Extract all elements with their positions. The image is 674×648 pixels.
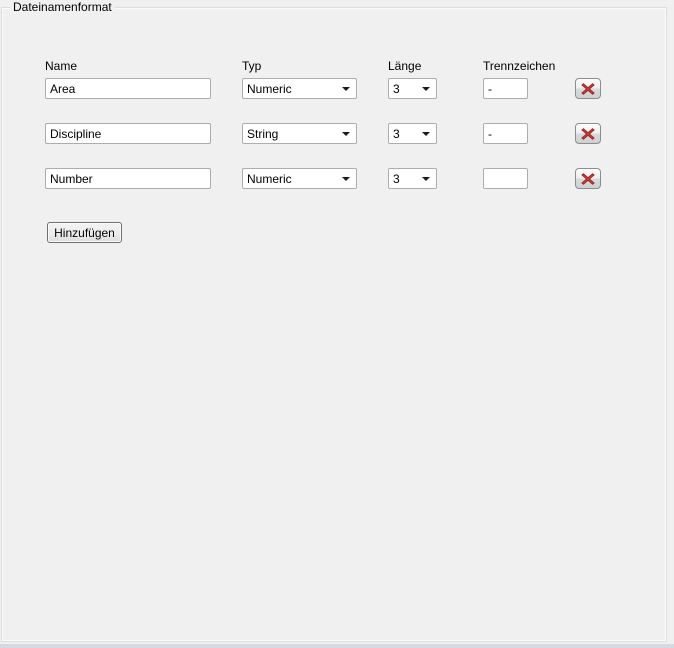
dropdown-arrow-icon [342,177,350,181]
red-x-icon [580,82,596,96]
format-row [0,78,674,99]
dropdown-arrow-icon [342,132,350,136]
dropdown-arrow-icon [422,132,430,136]
add-row-button[interactable]: Hinzufügen [47,222,122,243]
column-header-trennzeichen: Trennzeichen [483,59,556,73]
type-dropdown-value: Numeric [247,81,292,96]
red-x-icon [580,172,596,186]
column-header-laenge: Länge [388,59,422,73]
format-row [0,123,674,144]
column-header-name: Name [45,59,78,73]
dropdown-arrow-icon [422,177,430,181]
groupbox-title: Dateinamenformat [10,1,115,14]
length-dropdown-value: 3 [393,171,400,186]
groupbox-dateinamenformat [1,0,667,642]
separator-input[interactable] [483,78,528,99]
length-dropdown[interactable] [388,123,437,144]
length-dropdown[interactable] [388,168,437,189]
type-dropdown-value: String [247,126,279,141]
dropdown-arrow-icon [422,87,430,91]
separator-input[interactable] [483,123,528,144]
type-dropdown-value: Numeric [247,171,292,186]
length-dropdown[interactable] [388,78,437,99]
length-dropdown-value: 3 [393,81,400,96]
delete-row-button[interactable] [575,168,601,189]
name-input[interactable] [45,78,211,99]
column-header-typ: Typ [242,59,262,73]
red-x-icon [580,127,596,141]
type-dropdown[interactable] [242,78,357,99]
name-input[interactable] [45,123,211,144]
window-bottom-edge [0,644,674,648]
type-dropdown[interactable] [242,168,357,189]
delete-row-button[interactable] [575,78,601,99]
length-dropdown-value: 3 [393,126,400,141]
separator-input[interactable] [483,168,528,189]
delete-row-button[interactable] [575,123,601,144]
name-input[interactable] [45,168,211,189]
type-dropdown[interactable] [242,123,357,144]
dropdown-arrow-icon [342,87,350,91]
format-row [0,168,674,189]
